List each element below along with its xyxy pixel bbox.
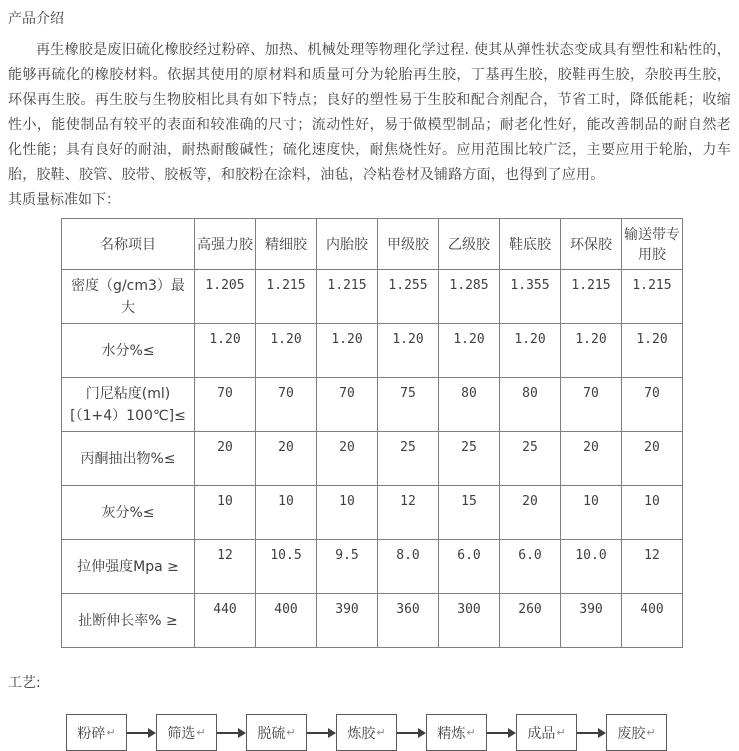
column-header: 精细胶 bbox=[256, 219, 317, 270]
arrow-shaft bbox=[307, 732, 328, 734]
return-mark-icon: ↵ bbox=[646, 726, 656, 739]
table-row bbox=[62, 432, 683, 486]
arrow-shaft bbox=[577, 732, 598, 734]
table-cell: 1.215 bbox=[256, 270, 317, 324]
table-cell: 20 bbox=[622, 432, 683, 486]
table-header-row bbox=[62, 219, 683, 270]
flow-step-label: 精炼 bbox=[437, 725, 466, 742]
table-cell: 300 bbox=[439, 594, 500, 648]
flow-step-5 bbox=[426, 714, 487, 751]
table-cell: 1.20 bbox=[378, 324, 439, 378]
flow-step-1 bbox=[66, 714, 127, 751]
table-cell: 70 bbox=[317, 378, 378, 432]
column-header: 鞋底胶 bbox=[500, 219, 561, 270]
table-row bbox=[62, 324, 683, 378]
table-cell: 1.285 bbox=[439, 270, 500, 324]
table-cell: 20 bbox=[500, 486, 561, 540]
table-cell: 70 bbox=[195, 378, 256, 432]
table-cell: 1.255 bbox=[378, 270, 439, 324]
row-label: 门尼粘度(ml)[（1+4）100℃]≤ bbox=[62, 378, 195, 432]
table-cell: 390 bbox=[561, 594, 622, 648]
table-cell: 1.215 bbox=[561, 270, 622, 324]
quality-standard-label: 其质量标准如下： bbox=[8, 192, 120, 208]
flow-arrow-icon bbox=[397, 728, 426, 738]
table-cell: 1.20 bbox=[622, 324, 683, 378]
table-cell: 1.20 bbox=[256, 324, 317, 378]
table-cell: 260 bbox=[500, 594, 561, 648]
table-cell: 10 bbox=[317, 486, 378, 540]
table-cell: 75 bbox=[378, 378, 439, 432]
flow-step-label: 废胶 bbox=[617, 725, 646, 742]
table-cell: 10 bbox=[561, 486, 622, 540]
column-header: 乙级胶 bbox=[439, 219, 500, 270]
table-cell: 9.5 bbox=[317, 540, 378, 594]
quality-table bbox=[61, 218, 683, 648]
flow-step-label: 粉碎 bbox=[77, 725, 106, 742]
table-cell: 1.355 bbox=[500, 270, 561, 324]
table-cell: 400 bbox=[256, 594, 317, 648]
table-cell: 8.0 bbox=[378, 540, 439, 594]
flow-step-label: 筛选 bbox=[167, 725, 196, 742]
return-mark-icon: ↵ bbox=[286, 726, 296, 739]
process-label: 工艺: bbox=[8, 675, 41, 691]
table-cell: 20 bbox=[195, 432, 256, 486]
table-cell: 25 bbox=[378, 432, 439, 486]
flow-step-label: 成品 bbox=[527, 725, 556, 742]
flow-step-4 bbox=[336, 714, 397, 751]
arrow-head bbox=[598, 728, 606, 738]
flow-arrow-icon bbox=[307, 728, 336, 738]
table-cell: 70 bbox=[256, 378, 317, 432]
table-cell: 12 bbox=[622, 540, 683, 594]
table-cell: 10 bbox=[195, 486, 256, 540]
table-cell: 360 bbox=[378, 594, 439, 648]
return-mark-icon: ↵ bbox=[376, 726, 386, 739]
arrow-head bbox=[238, 728, 246, 738]
table-row bbox=[62, 594, 683, 648]
table-cell: 1.215 bbox=[622, 270, 683, 324]
table-cell: 10.0 bbox=[561, 540, 622, 594]
arrow-head bbox=[418, 728, 426, 738]
flow-step-2 bbox=[156, 714, 217, 751]
flow-step-7 bbox=[606, 714, 667, 751]
table-cell: 12 bbox=[378, 486, 439, 540]
table-cell: 1.205 bbox=[195, 270, 256, 324]
table-cell: 1.20 bbox=[317, 324, 378, 378]
column-header: 甲级胶 bbox=[378, 219, 439, 270]
table-cell: 12 bbox=[195, 540, 256, 594]
row-label: 水分%≤ bbox=[62, 324, 195, 378]
table-cell: 25 bbox=[439, 432, 500, 486]
table-cell: 70 bbox=[561, 378, 622, 432]
return-mark-icon: ↵ bbox=[466, 726, 476, 739]
flow-step-label: 炼胶 bbox=[347, 725, 376, 742]
table-row bbox=[62, 486, 683, 540]
table-cell: 440 bbox=[195, 594, 256, 648]
table-cell: 1.20 bbox=[500, 324, 561, 378]
table-cell: 390 bbox=[317, 594, 378, 648]
flow-arrow-icon bbox=[217, 728, 246, 738]
arrow-head bbox=[148, 728, 156, 738]
table-cell: 20 bbox=[256, 432, 317, 486]
return-mark-icon: ↵ bbox=[556, 726, 566, 739]
table-cell: 6.0 bbox=[439, 540, 500, 594]
table-cell: 20 bbox=[317, 432, 378, 486]
column-header: 环保胶 bbox=[561, 219, 622, 270]
column-header: 高强力胶 bbox=[195, 219, 256, 270]
return-mark-icon: ↵ bbox=[106, 726, 116, 739]
column-header: 名称项目 bbox=[62, 219, 195, 270]
table-cell: 70 bbox=[622, 378, 683, 432]
table-row bbox=[62, 378, 683, 432]
table-cell: 10.5 bbox=[256, 540, 317, 594]
page-title: 产品介绍 bbox=[8, 11, 64, 27]
flow-step-label: 脱硫 bbox=[257, 725, 286, 742]
arrow-shaft bbox=[397, 732, 418, 734]
return-mark-icon: ↵ bbox=[196, 726, 206, 739]
column-header: 输送带专用胶 bbox=[622, 219, 683, 270]
table-cell: 400 bbox=[622, 594, 683, 648]
arrow-shaft bbox=[127, 732, 148, 734]
table-cell: 80 bbox=[500, 378, 561, 432]
table-cell: 80 bbox=[439, 378, 500, 432]
table-cell: 15 bbox=[439, 486, 500, 540]
column-header: 内胎胶 bbox=[317, 219, 378, 270]
flow-arrow-icon bbox=[127, 728, 156, 738]
process-flow bbox=[66, 714, 731, 751]
row-label: 扯断伸长率% ≥ bbox=[62, 594, 195, 648]
table-cell: 1.20 bbox=[195, 324, 256, 378]
row-label: 密度（g/cm3）最大 bbox=[62, 270, 195, 324]
arrow-shaft bbox=[217, 732, 238, 734]
intro-paragraph: 再生橡胶是废旧硫化橡胶经过粉碎、加热、机械处理等物理化学过程. 使其从弹性状态变成具有塑性和粘性的，能够再硫化的橡胶材料。依据其使用的原材料和质量可分为轮胎再生胶，丁基再生胶，胶鞋再生胶，杂胶再生胶，环保再生胶。再生胶与生物胶相比具有如下特点；良好的塑性易于生胶和配合剂配合，节省工时，降低能耗；收缩性小，能使制品有较平的表面和较准确的尺寸；流动性好，易于做模型制品；耐老化性好，能改善制品的耐自然老化性能；具有良好的耐油，耐热耐酸碱性；硫化速度快，耐焦烧性好。应用范围比较广泛，主要应用于轮胎，力车胎，胶鞋、胶管、胶带、胶板等，和胶粉在涂料，油毡，冷粘卷材及铺路方面，也得到了应用。 bbox=[8, 42, 731, 183]
arrow-head bbox=[508, 728, 516, 738]
table-cell: 1.20 bbox=[439, 324, 500, 378]
table-cell: 10 bbox=[256, 486, 317, 540]
table-row bbox=[62, 270, 683, 324]
table-row bbox=[62, 540, 683, 594]
arrow-head bbox=[328, 728, 336, 738]
table-cell: 10 bbox=[622, 486, 683, 540]
table-cell: 1.20 bbox=[561, 324, 622, 378]
row-label: 灰分%≤ bbox=[62, 486, 195, 540]
flow-arrow-icon bbox=[487, 728, 516, 738]
flow-step-3 bbox=[246, 714, 307, 751]
flow-step-6 bbox=[516, 714, 577, 751]
table-cell: 20 bbox=[561, 432, 622, 486]
row-label: 拉伸强度Mpa ≥ bbox=[62, 540, 195, 594]
row-label: 丙酮抽出物%≤ bbox=[62, 432, 195, 486]
flow-arrow-icon bbox=[577, 728, 606, 738]
table-cell: 6.0 bbox=[500, 540, 561, 594]
table-cell: 1.215 bbox=[317, 270, 378, 324]
quality-table-body bbox=[62, 219, 683, 648]
table-cell: 25 bbox=[500, 432, 561, 486]
arrow-shaft bbox=[487, 732, 508, 734]
